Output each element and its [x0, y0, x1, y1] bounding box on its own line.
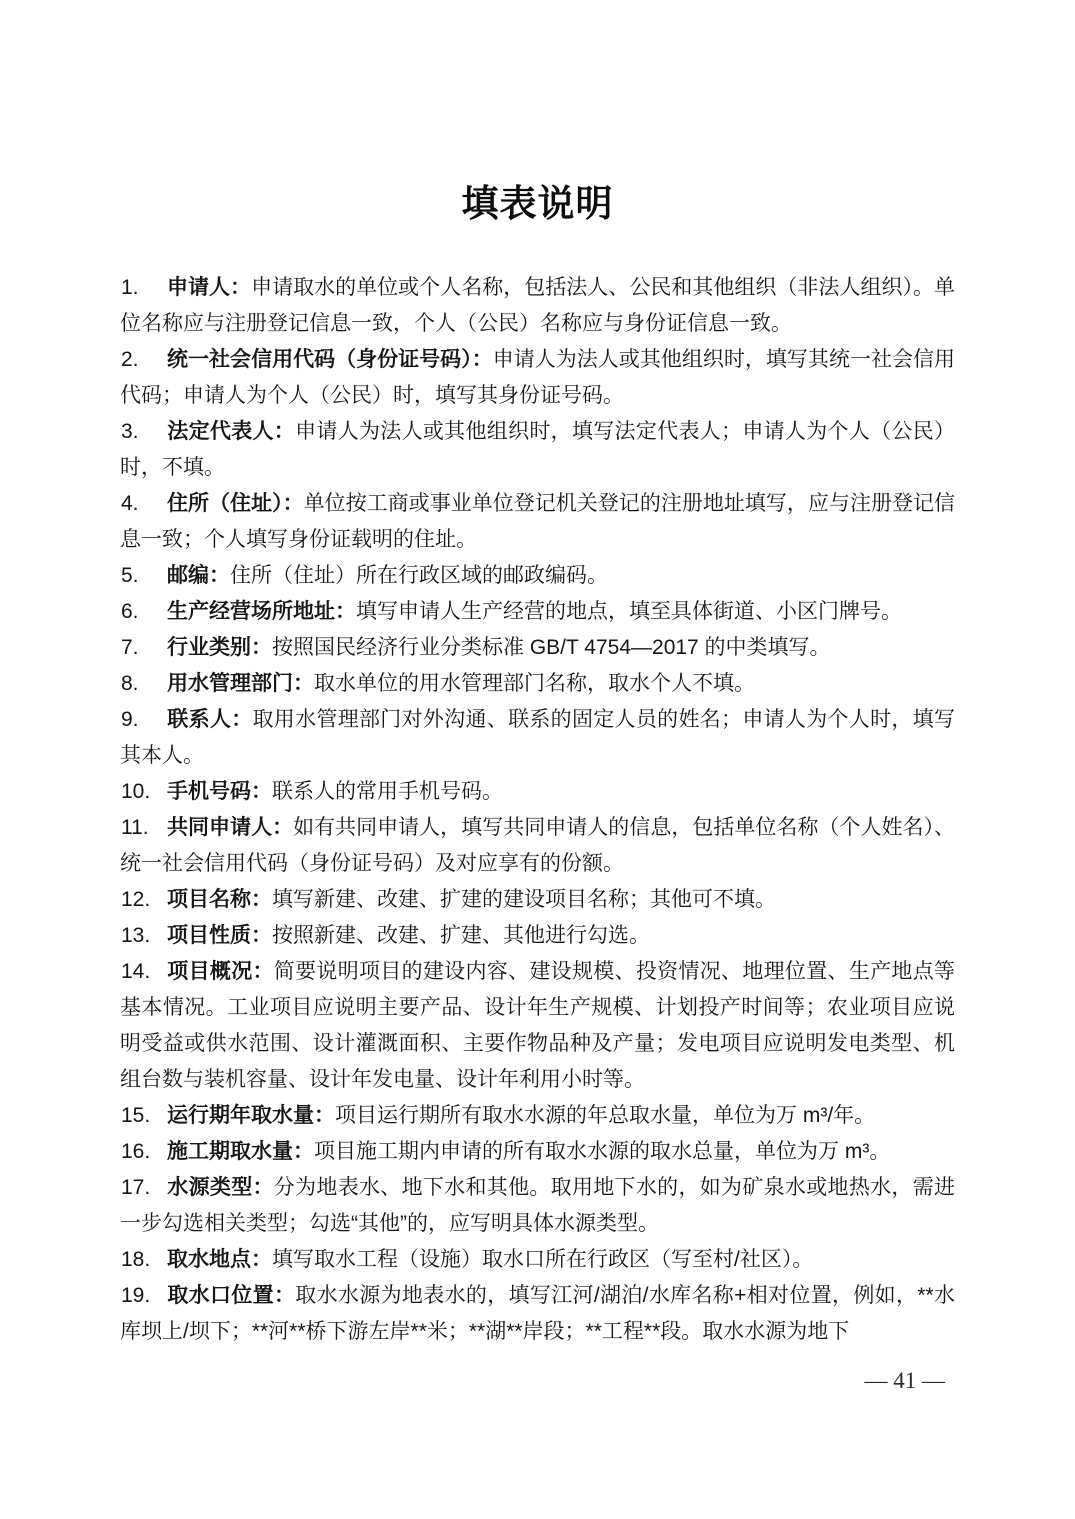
item-label: 邮编： [167, 564, 230, 587]
item-text: 按照国民经济行业分类标准 GB/T 4754—2017 的中类填写。 [272, 636, 831, 659]
item-text: 按照新建、改建、扩建、其他进行勾选。 [272, 924, 650, 947]
page-title: 填表说明 [461, 183, 614, 224]
list-item [120, 270, 955, 342]
item-label: 统一社会信用代码（身份证号码）： [167, 348, 493, 371]
item-label: 住所（住址）： [167, 492, 304, 515]
item-number: 17. [121, 1176, 151, 1199]
item-text: 取用水管理部门对外沟通、联系的固定人员的姓名；申请人为个人时，填写其本人。 [120, 708, 956, 767]
item-number: 2. [121, 348, 139, 371]
list-item [120, 1242, 955, 1278]
list-item [120, 774, 955, 810]
list-item [120, 558, 955, 594]
list-item [120, 1134, 955, 1170]
item-number: 16. [121, 1140, 151, 1163]
item-number: 14. [121, 960, 151, 983]
list-item [120, 342, 955, 414]
page-number: — 41 — [864, 1368, 945, 1393]
item-text: 取水水源为地表水的，填写江河/湖泊/水库名称+相对位置，例如，**水库坝上/坝下；**河**桥下游左岸**米；**湖**岸段；**工程**段。取水水源为地下 [120, 1284, 956, 1343]
item-text: 住所（住址）所在行政区域的邮政编码。 [230, 564, 608, 587]
item-number: 9. [121, 708, 139, 731]
item-text: 申请人为法人或其他组织时，填写其统一社会信用代码；申请人为个人（公民）时，填写其身份证号码。 [120, 348, 956, 407]
item-label: 施工期取水量： [167, 1140, 314, 1163]
item-text: 申请人为法人或其他组织时，填写法定代表人；申请人为个人（公民）时，不填。 [120, 420, 956, 479]
item-text: 填写取水工程（设施）取水口所在行政区（写至村/社区）。 [272, 1248, 814, 1271]
item-text: 项目施工期内申请的所有取水水源的取水总量，单位为万 m³。 [314, 1140, 891, 1163]
item-number: 15. [121, 1104, 151, 1127]
item-number: 10. [121, 780, 151, 803]
item-number: 13. [121, 924, 151, 947]
item-label: 行业类别： [167, 636, 272, 659]
item-text: 如有共同申请人，填写共同申请人的信息，包括单位名称（个人姓名）、统一社会信用代码（身份证号码）及对应享有的份额。 [120, 816, 955, 875]
list-item [120, 1170, 955, 1242]
item-label: 联系人： [167, 708, 253, 731]
item-text: 简要说明项目的建设内容、建设规模、投资情况、地理位置、生产地点等基本情况。工业项目应说明主要产品、设计年生产规模、计划投产时间等；农业项目应说明受益或供水范围、设计灌溉面积、主要作物品种及产量；发电项目应说明发电类型、机组台数与装机容量、设计年发电量、设计年利用小时等。 [120, 960, 956, 1091]
item-label: 取水地点： [167, 1248, 272, 1271]
item-number: 6. [121, 600, 139, 623]
list-item [120, 954, 955, 1098]
list-item [120, 702, 955, 774]
list-item [120, 666, 955, 702]
item-number: 4. [121, 492, 139, 515]
item-label: 申请人： [167, 276, 252, 299]
item-label: 用水管理部门： [167, 672, 314, 695]
list-item [120, 1098, 955, 1134]
list-item [120, 882, 955, 918]
item-label: 项目名称： [167, 888, 272, 911]
item-label: 生产经营场所地址： [167, 600, 356, 623]
item-label: 共同申请人： [167, 816, 294, 839]
list-item [120, 810, 955, 882]
list-item [120, 1278, 955, 1350]
item-text: 联系人的常用手机号码。 [272, 780, 503, 803]
item-number: 8. [121, 672, 139, 695]
item-number: 18. [121, 1248, 151, 1271]
item-label: 项目概况： [167, 960, 274, 983]
list-item [120, 918, 955, 954]
instructions-list [120, 270, 955, 1350]
list-item [120, 630, 955, 666]
list-item [120, 414, 955, 486]
list-item [120, 594, 955, 630]
item-text: 填写申请人生产经营的地点，填至具体街道、小区门牌号。 [356, 600, 902, 623]
item-text: 单位按工商或事业单位登记机关登记的注册地址填写，应与注册登记信息一致；个人填写身份证载明的住址。 [120, 492, 956, 551]
item-number: 7. [121, 636, 139, 659]
item-text: 项目运行期所有取水水源的年总取水量，单位为万 m³/年。 [335, 1104, 876, 1127]
item-number: 5. [121, 564, 139, 587]
item-number: 12. [121, 888, 151, 911]
list-item [120, 486, 955, 558]
item-label: 水源类型： [167, 1176, 274, 1199]
item-label: 项目性质： [167, 924, 272, 947]
item-text: 分为地表水、地下水和其他。取用地下水的，如为矿泉水或地热水，需进一步勾选相关类型；勾选“其他”的，应写明具体水源类型。 [120, 1176, 956, 1235]
item-number: 1. [121, 276, 139, 299]
item-number: 11. [121, 816, 149, 839]
item-label: 法定代表人： [167, 420, 296, 443]
item-text: 填写新建、改建、扩建的建设项目名称；其他可不填。 [272, 888, 776, 911]
item-number: 3. [121, 420, 139, 443]
item-label: 运行期年取水量： [167, 1104, 335, 1127]
item-number: 19. [121, 1284, 151, 1307]
item-text: 取水单位的用水管理部门名称，取水个人不填。 [314, 672, 755, 695]
item-label: 手机号码： [167, 780, 272, 803]
item-text: 申请取水的单位或个人名称，包括法人、公民和其他组织（非法人组织）。单位名称应与注册登记信息一致，个人（公民）名称应与身份证信息一致。 [120, 276, 956, 335]
item-label: 取水口位置： [167, 1284, 296, 1307]
